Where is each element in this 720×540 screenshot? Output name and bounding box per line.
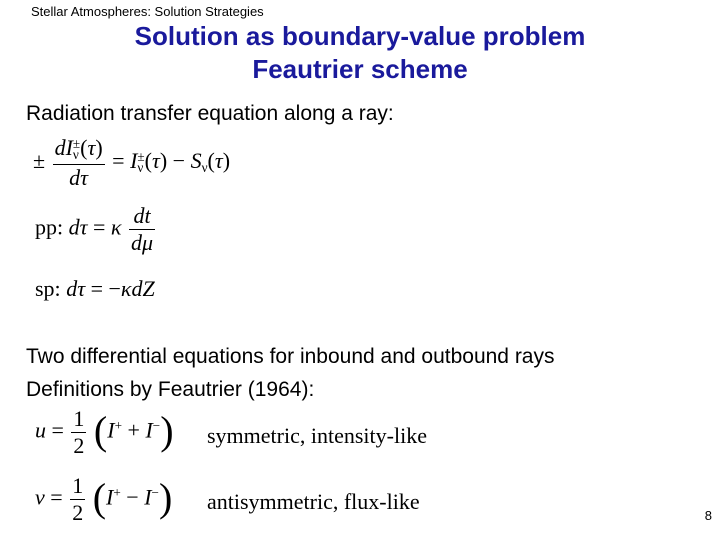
description-line-1: Two differential equations for inbound and outbound rays	[26, 345, 555, 368]
slide-title	[0, 20, 720, 86]
sp-label: sp:	[35, 276, 61, 301]
title-line-2: Feautrier scheme	[252, 54, 468, 84]
u-description: symmetric, intensity-like	[207, 423, 427, 448]
description-line-2: Definitions by Feautrier (1964):	[26, 378, 315, 401]
intro-text: Radiation transfer equation along a ray:	[26, 102, 394, 125]
slide-number: 8	[704, 508, 712, 523]
v-description: antisymmetric, flux-like	[207, 489, 420, 514]
v-definition-equation: v = $\frac{1}{2}$ (I+ − I−)	[35, 473, 173, 525]
header-section-label: Stellar Atmospheres: Solution Strategies	[31, 4, 264, 19]
sp-equation: sp: dτ = −κdZ	[35, 276, 155, 301]
transfer-equation: ± $\frac{dI\nu^\pm(\tau)}{d\tau}$ = Iν±(τ) − Sν(τ)	[33, 135, 231, 190]
u-definition-equation: u = $\frac{1}{2}$ (I+ + I−)	[35, 406, 174, 458]
title-line-1: Solution as boundary-value problem	[134, 21, 586, 51]
pp-equation: pp: dτ = κ $\frac{dt}{d\mu}$	[35, 203, 154, 255]
pp-label: pp:	[35, 214, 64, 240]
